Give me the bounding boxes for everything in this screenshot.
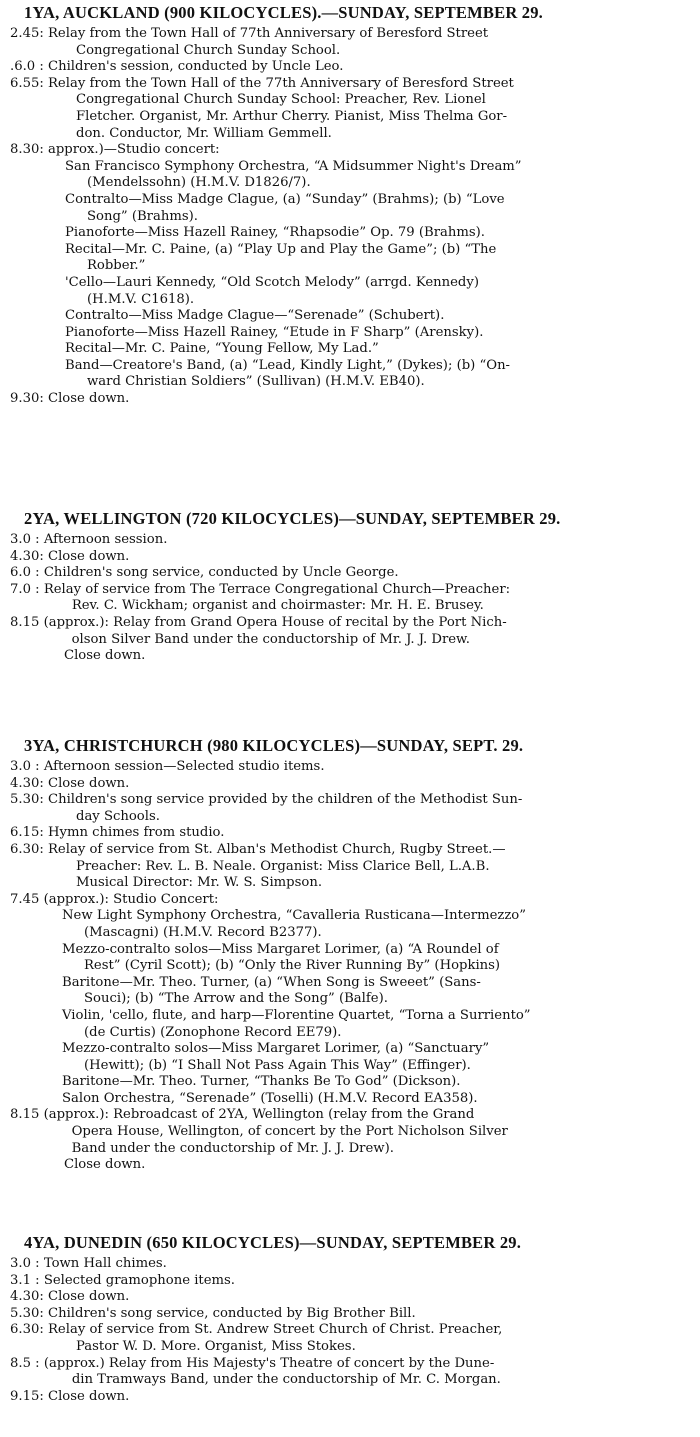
text-line: olson Silver Band under the conductorship of Mr. J. J. Drew. [71,631,470,647]
concert-program [10,908,692,1107]
schedule-item [10,615,692,648]
text-line: Pastor W. D. More. Organist, Miss Stokes. [76,1338,356,1354]
schedule-item [10,549,692,566]
time-label: 5.30: [10,792,48,808]
text-line: (H.M.V. C1618). [87,291,195,307]
time-label: 6.15: [10,825,48,841]
text-line: Close down. [48,391,130,407]
text-line: Relay of service from The Terrace Congregational Church—Preacher: [43,581,511,597]
program-entry [62,1091,692,1108]
program-entry [65,341,692,358]
text-line: Relay from the Town Hall of the 77th Anniversary of Beresford Street [48,75,514,91]
item-text [44,1256,692,1273]
text-line: Pianoforte—Miss Hazell Rainey, “Etude in F Sharp” (Arensky). [65,324,484,340]
item-text [44,1356,692,1389]
time-label: 6.0 : [10,565,44,581]
text-line: (approx.): Studio Concert: [43,891,219,907]
time-label: 4.30: [10,775,48,791]
time-label: 8.15 [10,1107,44,1123]
item-text [44,1107,692,1157]
text-line: Souci); (b) “The Arrow and the Song” (Balfe). [84,991,388,1007]
program-entry [65,308,692,325]
station-heading: 4YA, DUNEDIN (650 KILOCYCLES)—SUNDAY, SEPTEMBER 29. [24,1233,522,1252]
schedule-item [10,1289,692,1306]
item-text [44,615,692,648]
text-line: Children's song service, conducted by Big Brother Bill. [48,1305,416,1321]
program-entry [65,159,692,192]
text-line: Afternoon session—Selected studio items. [43,759,325,774]
schedule-item [10,142,692,159]
time-label: 3.0 : [10,759,44,774]
close-down-line: Close down. [64,648,146,664]
item-text [48,825,692,842]
time-label: 8.5 : [10,1355,44,1371]
text-line: New Light Symphony Orchestra, “Cavalleria Rusticana—Intermezzo” [62,908,526,924]
text-line: Robber.” [87,258,146,274]
text-line: (approx.): Relay from Grand Opera House of recital by the Port Nich- [43,614,507,630]
schedule-items [10,759,692,908]
time-label: 6.30: [10,1322,48,1338]
text-line: Congregational Church Sunday School. [76,42,341,58]
item-text [44,1273,692,1290]
schedule-item [10,1306,692,1323]
text-line: (Mendelssohn) (H.M.V. D1826/7). [87,175,311,191]
text-line: day Schools. [76,808,160,824]
item-text [48,842,692,892]
program-entry [62,908,692,941]
time-label: 3.1 : [10,1272,44,1288]
time-label: 7.0 : [10,581,44,597]
program-entry [65,358,692,391]
schedule-item [10,1356,692,1389]
item-text [44,565,692,582]
time-label: 7.45 [10,891,44,907]
time-label: 6.55: [10,75,48,91]
time-label: 3.0 : [10,1256,44,1271]
schedule-item [10,825,692,842]
schedule-items-after [10,391,692,408]
item-text [48,59,692,76]
item-text [48,142,692,159]
program-entry [65,275,692,308]
time-label: 8.15 [10,614,44,630]
item-text [44,759,692,776]
item-text [48,792,692,825]
schedule-item [10,565,692,582]
schedule-items-after [10,1107,692,1157]
station-section-3ya [10,733,692,1174]
time-label: 4.30: [10,1289,48,1305]
text-line: (approx.): Rebroadcast of 2YA, Wellington (relay from the Grand [43,1107,475,1123]
schedule-item [10,776,692,793]
text-line: Opera House, Wellington, of concert by the Port Nicholson Silver [71,1124,508,1140]
station-heading: 1YA, AUCKLAND (900 KILOCYCLES).—SUNDAY, SEPTEMBER 29. [24,3,543,22]
schedule-item [10,842,692,892]
concert-program [10,159,692,391]
item-text [48,1306,692,1323]
text-line: Pianoforte—Miss Hazell Rainey, “Rhapsodie” Op. 79 (Brahms). [65,225,485,241]
text-line: Close down. [48,548,130,564]
time-label: 8.30: [10,142,48,158]
schedule-items [10,1256,692,1405]
time-label: 2.45: [10,26,48,41]
text-line: Congregational Church Sunday School: Preacher, Rev. Lionel [76,92,486,108]
text-line: Close down. [48,775,130,791]
text-line: Musical Director: Mr. W. S. Simpson. [76,875,323,891]
text-line: Baritone—Mr. Theo. Turner, (a) “When Song is Sweeet” (Sans- [62,974,481,990]
station-section-2ya [10,506,692,665]
text-line: Town Hall chimes. [43,1256,167,1271]
item-text [48,391,692,408]
schedule-items [10,26,692,159]
text-line: Mezzo-contralto solos—Miss Margaret Lorimer, (a) “A Roundel of [62,941,499,957]
schedule-item [10,792,692,825]
program-entry [62,1008,692,1041]
program-entry [62,1041,692,1074]
item-text [48,1322,692,1355]
text-line: Violin, 'cello, flute, and harp—Florentine Quartet, “Torna a Surriento” [62,1007,531,1023]
text-line: Rest” (Cyril Scott); (b) “Only the River Running By” (Hopkins) [84,958,501,974]
program-entry [62,975,692,1008]
text-line: Song” (Brahms). [87,208,198,224]
item-text [44,582,692,615]
station-section-1ya [10,0,692,408]
text-line: Selected gramophone items. [43,1272,235,1288]
time-label: 5.30: [10,1305,48,1321]
schedule-item [10,26,692,59]
text-line: Contralto—Miss Madge Clague, (a) “Sunday” (Brahms); (b) “Love [65,191,505,207]
schedule-items [10,532,692,648]
item-text [44,532,692,549]
schedule-item [10,1389,692,1406]
schedule-item [10,532,692,549]
program-entry [65,242,692,275]
program-entry [65,225,692,242]
text-line: Contralto—Miss Madge Clague—“Serenade” (Schubert). [65,308,445,324]
station-heading: 3YA, CHRISTCHURCH (980 KILOCYCLES)—SUNDAY, SEPT. 29. [24,736,524,755]
text-line: Salon Orchestra, “Serenade” (Toselli) (H.M.V. Record EA358). [62,1090,478,1106]
text-line: Band—Creatore's Band, (a) “Lead, Kindly Light,” (Dykes); (b) “On- [65,357,511,373]
text-line: Relay from the Town Hall of 77th Anniversary of Beresford Street [48,26,489,41]
text-line: Preacher: Rev. L. B. Neale. Organist: Miss Clarice Bell, L.A.B. [76,858,490,874]
station-section-4ya [10,1230,692,1405]
text-line: Close down. [48,1388,130,1404]
text-line: Children's song service, conducted by Uncle George. [43,565,399,581]
time-label: 9.30: [10,391,48,407]
text-line: Relay of service from St. Andrew Street Church of Christ. Preacher, [48,1322,503,1338]
text-line: don. Conductor, Mr. William Gemmell. [76,125,332,141]
text-line: approx.)—Studio concert: [48,142,220,158]
text-line: Afternoon session. [43,532,168,547]
item-text [48,1389,692,1406]
text-line: Band under the conductorship of Mr. J. J. Drew). [71,1140,394,1156]
station-heading: 2YA, WELLINGTON (720 KILOCYCLES)—SUNDAY, SEPTEMBER 29. [24,509,561,528]
time-label: 6.30: [10,841,48,857]
item-text [48,776,692,793]
text-line: Fletcher. Organist, Mr. Arthur Cherry. Pianist, Miss Thelma Gor- [76,108,508,124]
text-line: Mezzo-contralto solos—Miss Margaret Lorimer, (a) “Sanctuary” [62,1041,490,1057]
schedule-item [10,582,692,615]
text-line: (de Curtis) (Zonophone Record EE79). [84,1024,342,1040]
text-line: (Hewitt); (b) “I Shall Not Pass Again This Way” (Effinger). [84,1057,471,1073]
schedule-item [10,1107,692,1157]
text-line: San Francisco Symphony Orchestra, “A Midsummer Night's Dream” [65,158,522,174]
item-text [44,892,692,909]
item-text [48,1289,692,1306]
text-line: Baritone—Mr. Theo. Turner, “Thanks Be To God” (Dickson). [62,1074,461,1090]
schedule-item [10,1273,692,1290]
item-text [48,26,692,59]
time-label: .6.0 : [10,59,48,75]
text-line: (Mascagni) (H.M.V. Record B2377). [84,924,322,940]
schedule-item [10,391,692,408]
text-line: Hymn chimes from studio. [48,825,225,841]
text-line: Recital—Mr. C. Paine, (a) “Play Up and Play the Game”; (b) “The [65,241,497,257]
program-entry [65,325,692,342]
schedule-item [10,1256,692,1273]
text-line: Children's song service provided by the children of the Methodist Sun- [48,792,523,808]
program-entry [62,1074,692,1091]
program-entry [65,192,692,225]
text-line: Rev. C. Wickham; organist and choirmaster: Mr. H. E. Brusey. [71,598,484,614]
close-down-line: Close down. [64,1157,146,1173]
text-line: Relay of service from St. Alban's Methodist Church, Rugby Street.— [48,841,506,857]
schedule-item [10,892,692,909]
schedule-item [10,1322,692,1355]
program-entry [62,942,692,975]
item-text [48,549,692,566]
text-line: Recital—Mr. C. Paine, “Young Fellow, My Lad.” [65,341,379,357]
schedule-item [10,759,692,776]
time-label: 4.30: [10,548,48,564]
schedule-item [10,76,692,142]
schedule-item [10,59,692,76]
time-label: 3.0 : [10,532,44,547]
item-text [48,76,692,142]
text-line: Children's session, conducted by Uncle Leo. [48,59,344,75]
text-line: (approx.) Relay from His Majesty's Theatre of concert by the Dune- [43,1355,495,1371]
text-line: ward Christian Soldiers” (Sullivan) (H.M.V. EB40). [87,374,425,390]
time-label: 9.15: [10,1388,48,1404]
text-line: Close down. [48,1289,130,1305]
text-line: 'Cello—Lauri Kennedy, “Old Scotch Melody” (arrgd. Kennedy) [65,274,479,290]
text-line: din Tramways Band, under the conductorship of Mr. C. Morgan. [71,1372,501,1388]
